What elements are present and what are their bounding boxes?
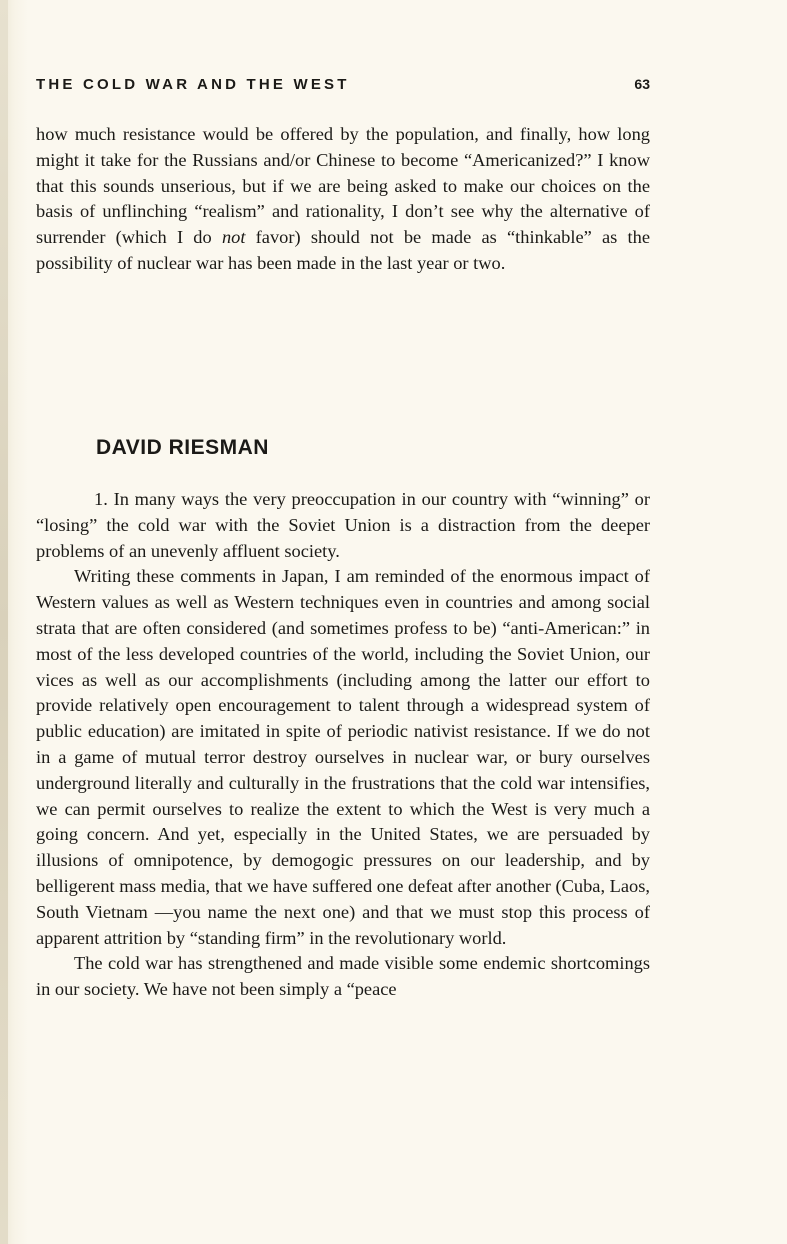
running-head: [36, 76, 650, 96]
continuation-paragraph: [36, 122, 650, 277]
emphasis-text: not: [221, 227, 246, 248]
page-gutter: [0, 0, 8, 1244]
section-body: [36, 487, 650, 1003]
paragraph-text: favor) should not be made as “thinkable” as the possibility of nuclear war has been made in the last year or two.: [36, 227, 651, 273]
section-heading: DAVID RIESMAN: [96, 436, 269, 459]
paragraph: 1. In many ways the very preoccupation in our country with “winning” or “losing” the cold war with the Soviet Union is a distraction from the deeper problems of an unevenly affluent society.: [36, 489, 650, 561]
paragraph: Writing these comments in Japan, I am reminded of the enormous impact of Western values as well as Western techniques even in countries and among social strata that are often considered (and sometimes profess to be) “anti-American:” in most of the less developed countries of the world, including the Soviet Union, our vices as well as our accomplishments (including among the latter our effort to provide relatively open encouragement to talent through a widespread system of public education) are imitated in spite of periodic nativist resistance. If we do not in a game of mutual terror destroy ourselves in nuclear war, or bury ourselves underground literally and culturally in the frustrations that the cold war intensifies, we can permit ourselves to realize the extent to which the West is very much a going concern. And yet, especially in the United States, we are persuaded by illusions of omnipotence, by demogogic pressures on our leadership, and by belligerent mass media, that we have suffered one defeat after another (Cuba, Laos, South Vietnam —you name the next one) and that we must stop this process of apparent attrition by “standing firm” in the revolutionary world.: [36, 566, 650, 948]
page-number: 63: [634, 76, 650, 92]
paragraph: [36, 122, 650, 277]
running-head-title: THE COLD WAR AND THE WEST: [36, 76, 350, 93]
paragraph-text: how much resistance would be offered by the population, and finally, how long might it take for the Russians and/or Chinese to become “Americanized?” I know that this sounds unserious, but if we are being asked to make our choices on the basis of unflinching “realism” and rationality, I don’t see why the alternative of surrender (which I do: [36, 124, 650, 248]
paragraph: The cold war has strengthened and made visible some endemic shortcomings in our society. We have not been simply a “peace: [36, 953, 650, 1000]
